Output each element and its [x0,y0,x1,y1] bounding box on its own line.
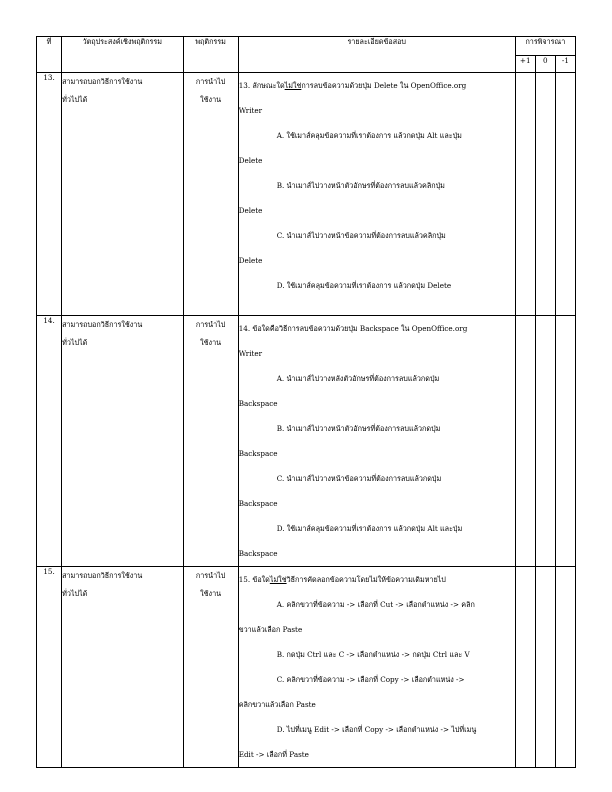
item-number: 14. [37,316,62,567]
choice-c: C. คลิกขวาที่ข้อความ -> เลือกที่ Copy -> เลือกตำแหน่ง -> [276,675,465,684]
table-row [37,316,576,567]
choice-c: C. นำเมาส์ไปวางหน้าข้อความที่ต้องการลบแล้วคลิกปุ่ม [276,231,446,240]
choice-b-wrap: Delete [238,206,263,215]
score-zero-cell [535,73,555,316]
header-row [37,37,576,56]
score-plus-cell [515,73,535,316]
header-score-zero: 0 [535,56,555,73]
choice-b: B. กดปุ่ม Ctrl และ C -> เลือกตำแหน่ง -> กดปุ่ม Ctrl และ V [276,650,470,659]
question-details [238,567,515,768]
choice-a-wrap: ขวาแล้วเลือก Paste [238,625,303,634]
question-text: Writer [238,349,263,358]
behavior-cell [183,73,238,316]
choice-b-wrap: Backspace [238,449,278,458]
header-objective: วัตถุประสงค์เชิงพฤติกรรม [62,37,183,73]
objective-text: ทั่วไปได้ [62,338,88,347]
choice-a: A. คลิกขวาที่ข้อความ -> เลือกที่ Cut -> เลือกตำแหน่ง -> คลิก [276,600,475,609]
choice-d: D. ไปที่เมนู Edit -> เลือกที่ Copy -> เลือกตำแหน่ง -> ไปที่เมนู [276,725,477,734]
question-text: 14. ข้อใดคือวิธีการลบข้อความด้วยปุ่ม Backspace ใน OpenOffice.org [238,324,468,333]
choice-d-wrap: Backspace [238,549,278,558]
score-plus-cell [515,316,535,567]
header-details: รายละเอียดข้อสอบ [238,37,515,73]
choice-d: D. ใช้เมาส์คลุมข้อความที่เราต้องการ แล้วกดปุ่ม Delete [276,281,452,290]
objective-text: สามารถบอกวิธีการใช้งาน [62,320,143,329]
choice-a-wrap: Backspace [238,399,278,408]
choice-c-wrap: Backspace [238,499,278,508]
objective-cell [62,73,183,316]
score-zero-cell [535,567,555,768]
objective-text: ทั่วไปได้ [62,95,88,104]
choice-d: D. ใช้เมาส์คลุมข้อความที่เราต้องการ แล้วกดปุ่ม Alt และปุ่ม [276,524,463,533]
behavior-text: การนำไป [195,571,226,580]
score-minus-cell [555,316,575,567]
score-minus-cell [555,73,575,316]
choice-c-wrap: Delete [238,256,263,265]
choice-a-wrap: Delete [238,156,263,165]
objective-text: สามารถบอกวิธีการใช้งาน [62,571,143,580]
choice-a: A. ใช้เมาส์คลุมข้อความที่เราต้องการ แล้วกดปุ่ม Alt และปุ่ม [276,131,462,140]
header-consider: การพิจารณา [515,37,575,56]
objective-cell [62,316,183,567]
score-plus-cell [515,567,535,768]
objective-text: ทั่วไปได้ [62,589,88,598]
behavior-cell [183,316,238,567]
behavior-text: ใช้งาน [200,338,222,347]
underlined-word: ไม่ใช่ [269,575,287,584]
item-number: 13. [37,73,62,316]
header-score-minus: -1 [555,56,575,73]
exam-analysis-table [36,36,576,768]
objective-cell [62,567,183,768]
table-row [37,73,576,316]
table-row [37,567,576,768]
behavior-text: การนำไป [195,77,226,86]
choice-a: A. นำเมาส์ไปวางหลังตัวอักษรที่ต้องการลบแล้วกดปุ่ม [276,374,440,383]
behavior-text: การนำไป [195,320,226,329]
underlined-word: ไม่ใช่ [284,81,302,90]
score-zero-cell [535,316,555,567]
header-behavior: พฤติกรรม [183,37,238,73]
choice-d-wrap: Edit -> เลือกที่ Paste [238,750,309,759]
score-minus-cell [555,567,575,768]
choice-c: C. นำเมาส์ไปวางหน้าข้อความที่ต้องการลบแล้วกดปุ่ม [276,474,442,483]
question-details [238,73,515,316]
objective-text: สามารถบอกวิธีการใช้งาน [62,77,143,86]
behavior-cell [183,567,238,768]
header-no: ที่ [37,37,62,73]
question-text: 13. ลักษณะใดไม่ใช่การลบข้อความด้วยปุ่ม Delete ใน OpenOffice.org [238,81,467,90]
item-number: 15. [37,567,62,768]
header-score-plus: +1 [515,56,535,73]
question-text: 15. ข้อใดไม่ใช่วิธีการคัดลอกข้อความโดยไม่ให้ข้อความเดิมหายไป [238,575,446,584]
question-text: Writer [238,106,263,115]
question-details [238,316,515,567]
choice-c-wrap: คลิกขวาแล้วเลือก Paste [238,700,316,709]
behavior-text: ใช้งาน [200,95,222,104]
choice-b: B. นำเมาส์ไปวางหน้าตัวอักษรที่ต้องการลบแล้วกดปุ่ม [276,424,441,433]
behavior-text: ใช้งาน [200,589,222,598]
choice-b: B. นำเมาส์ไปวางหน้าตัวอักษรที่ต้องการลบแล้วคลิกปุ่ม [276,181,445,190]
